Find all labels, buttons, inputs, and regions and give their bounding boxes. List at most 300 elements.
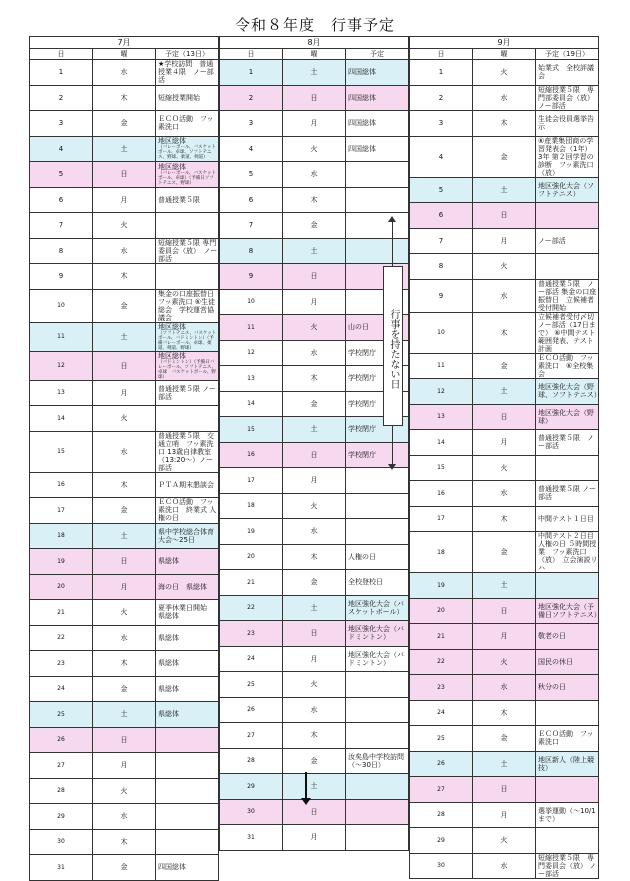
table-row	[30, 651, 219, 677]
event-text: 地区総体	[158, 322, 186, 331]
event-cell	[536, 532, 599, 573]
event-cell	[156, 289, 219, 322]
day-cell: 19	[30, 549, 93, 575]
event-text: 中間テスト１日目	[538, 514, 594, 523]
day-cell: 31	[30, 855, 93, 881]
event-cell	[156, 523, 219, 549]
event-text: 敬老の日	[538, 632, 566, 641]
weekday-cell: 水	[93, 238, 156, 264]
event-cell	[156, 162, 219, 188]
event-text: 県中学校総合体育大会～25日	[158, 527, 214, 544]
weekday-cell: 水	[93, 60, 156, 86]
day-cell: 5	[220, 162, 283, 188]
weekday-cell: 金	[473, 726, 536, 752]
table-row	[30, 625, 219, 651]
table-row	[220, 187, 409, 213]
table-row	[220, 417, 409, 443]
weekday-cell: 土	[283, 238, 346, 264]
event-cell	[536, 60, 599, 86]
weekday-cell: 日	[93, 162, 156, 188]
weekday-header: 曜	[473, 49, 536, 60]
weekday-cell: 土	[93, 702, 156, 728]
event-cell	[156, 431, 219, 472]
event-text: 始業式 全校評議会	[538, 64, 594, 81]
event-text: 地区強化大会（野球）	[538, 408, 594, 425]
table-row	[30, 804, 219, 830]
day-cell: 23	[30, 651, 93, 677]
table-row	[30, 778, 219, 804]
day-cell: 30	[410, 853, 473, 879]
up-arrow-icon	[388, 216, 396, 222]
event-cell	[536, 777, 599, 803]
weekday-cell: 木	[283, 366, 346, 392]
event-text: 普通授業５限 ノー部活	[538, 485, 597, 502]
table-row	[410, 777, 599, 803]
weekday-cell: 月	[283, 825, 346, 851]
table-row	[220, 162, 409, 188]
weekday-cell: 木	[93, 829, 156, 855]
day-cell: 1	[30, 60, 93, 86]
day-header: 日	[220, 49, 283, 60]
event-cell	[536, 455, 599, 481]
table-row	[410, 279, 599, 312]
day-cell: 19	[220, 519, 283, 545]
day-cell: 18	[220, 493, 283, 519]
weekday-cell: 土	[93, 322, 156, 351]
event-cell	[536, 279, 599, 312]
event-text: 中間テスト２日目 人権の日 ５時間授業 フッ素洗口（放） 立会演説リハ	[538, 532, 601, 572]
table-row	[220, 391, 409, 417]
table-row	[220, 723, 409, 749]
day-cell: 26	[220, 697, 283, 723]
table-row	[410, 404, 599, 430]
day-cell: 5	[30, 162, 93, 188]
day-cell: 14	[30, 406, 93, 432]
weekday-cell: 土	[93, 523, 156, 549]
table-row	[220, 672, 409, 698]
event-text: 人権の日	[348, 552, 376, 561]
event-cell	[346, 723, 409, 749]
event-cell	[156, 727, 219, 753]
table-row	[410, 649, 599, 675]
day-cell: 13	[410, 404, 473, 430]
event-text: 地区新人（陸上競技）	[538, 755, 594, 772]
weekday-cell: 木	[473, 700, 536, 726]
weekday-cell: 火	[473, 60, 536, 86]
weekday-cell: 日	[93, 727, 156, 753]
weekday-cell: 火	[473, 254, 536, 280]
table-row	[30, 85, 219, 111]
table-row	[220, 570, 409, 596]
september-table	[409, 36, 599, 879]
day-cell: 4	[30, 136, 93, 162]
day-cell: 27	[410, 777, 473, 803]
weekday-cell: 月	[93, 380, 156, 406]
weekday-cell: 土	[473, 751, 536, 777]
event-cell	[536, 828, 599, 854]
weekday-cell: 金	[283, 570, 346, 596]
event-text: 地区総体	[158, 162, 186, 171]
event-cell	[346, 570, 409, 596]
weekday-cell: 金	[93, 498, 156, 524]
event-cell	[346, 213, 409, 239]
table-row	[410, 726, 599, 752]
event-cell	[536, 853, 599, 879]
event-text: 県総体	[158, 710, 179, 719]
weekday-cell: 金	[93, 676, 156, 702]
weekday-cell: 土	[283, 417, 346, 443]
event-cell	[346, 468, 409, 494]
event-cell	[536, 506, 599, 532]
day-cell: 29	[410, 828, 473, 854]
event-cell	[156, 60, 219, 86]
table-row	[410, 532, 599, 573]
table-row	[30, 523, 219, 549]
day-cell: 13	[220, 366, 283, 392]
event-cell	[156, 855, 219, 881]
day-cell: 28	[410, 802, 473, 828]
event-cell	[536, 481, 599, 507]
weekday-cell: 日	[473, 404, 536, 430]
weekday-cell: 日	[283, 442, 346, 468]
event-cell	[346, 825, 409, 851]
weekday-cell: 金	[473, 532, 536, 573]
table-row	[30, 380, 219, 406]
weekday-cell: 水	[473, 279, 536, 312]
table-row	[220, 646, 409, 672]
day-cell: 22	[30, 625, 93, 651]
table-row	[30, 187, 219, 213]
table-row	[220, 289, 409, 315]
event-cell	[346, 519, 409, 545]
day-cell: 11	[220, 315, 283, 341]
weekday-cell: 日	[283, 85, 346, 111]
day-cell: 23	[410, 675, 473, 701]
event-text: 普通授業５限 ノー部活 集金の口座振替日 立候補者受付開始	[538, 279, 597, 312]
table-row	[220, 340, 409, 366]
day-cell: 7	[30, 213, 93, 239]
event-text: 県総体	[158, 659, 179, 668]
day-cell: 7	[410, 228, 473, 254]
month-september	[409, 36, 599, 879]
weekday-cell: 月	[283, 468, 346, 494]
event-cell	[536, 573, 599, 599]
table-row	[220, 595, 409, 621]
weekday-cell: 火	[473, 455, 536, 481]
weekday-cell: 土	[283, 774, 346, 800]
event-cell	[536, 598, 599, 624]
day-cell: 22	[410, 649, 473, 675]
table-row	[220, 825, 409, 851]
weekday-cell: 水	[93, 431, 156, 472]
weekday-cell: 金	[93, 855, 156, 881]
day-cell: 27	[220, 723, 283, 749]
event-text: 集金の口座振替日 フッ素洗口 ⑥生徒総会 学校運営協議会	[158, 289, 221, 322]
event-text: 地区強化大会（野球、ソフトテニス）	[538, 383, 601, 400]
day-cell: 8	[410, 254, 473, 280]
down-arrow-icon	[388, 464, 396, 470]
plan-header: 予定	[346, 49, 409, 60]
event-text: 山の日	[348, 323, 369, 332]
table-row	[410, 573, 599, 599]
july-table	[29, 36, 219, 881]
table-row	[30, 136, 219, 162]
event-cell	[346, 493, 409, 519]
weekday-header: 曜	[283, 49, 346, 60]
event-cell	[346, 544, 409, 570]
day-cell: 25	[30, 702, 93, 728]
day-cell: 30	[220, 799, 283, 825]
weekday-cell: 土	[283, 60, 346, 86]
event-text: 地区強化大会（ソフトテニス）	[538, 181, 594, 198]
table-row	[410, 60, 599, 86]
event-cell	[156, 778, 219, 804]
table-row	[410, 481, 599, 507]
event-cell	[346, 442, 409, 468]
event-text: 夏季休業日開始 県総体	[158, 604, 214, 621]
day-cell: 29	[220, 774, 283, 800]
table-row	[30, 574, 219, 600]
weekday-cell: 火	[283, 315, 346, 341]
table-row	[30, 600, 219, 626]
day-cell: 15	[410, 455, 473, 481]
table-row	[30, 472, 219, 498]
table-row	[220, 493, 409, 519]
table-row	[410, 312, 599, 353]
day-header: 日	[410, 49, 473, 60]
table-row	[220, 774, 409, 800]
event-text: 地区強化大会（バドミントン）	[348, 650, 404, 667]
weekday-cell: 金	[283, 391, 346, 417]
weekday-cell: 木	[93, 651, 156, 677]
weekday-cell: 月	[93, 187, 156, 213]
day-cell: 15	[30, 431, 93, 472]
event-subtext: （バレーボール、バスケットボール、卓球、ソフトテニス、野球、柔道、剣道）	[158, 145, 216, 161]
weekday-cell: 金	[473, 353, 536, 379]
event-text: 短縮授業５限 専門委員会（放） ノー部活	[538, 853, 597, 878]
event-cell	[346, 162, 409, 188]
table-row	[220, 697, 409, 723]
event-cell	[536, 700, 599, 726]
month-header: 9月	[410, 37, 599, 49]
weekday-cell: 水	[93, 625, 156, 651]
weekday-cell: 土	[473, 379, 536, 405]
table-row	[30, 753, 219, 779]
event-cell	[156, 651, 219, 677]
event-cell	[156, 702, 219, 728]
event-cell	[156, 322, 219, 351]
table-row	[410, 177, 599, 203]
weekday-cell: 木	[283, 544, 346, 570]
visit-arrow-line	[305, 772, 307, 800]
weekday-cell: 日	[283, 799, 346, 825]
table-row	[220, 366, 409, 392]
weekday-cell: 火	[283, 672, 346, 698]
event-cell	[536, 726, 599, 752]
day-cell: 12	[30, 351, 93, 380]
day-cell: 4	[410, 136, 473, 177]
weekday-cell: 火	[93, 213, 156, 239]
event-text: 普通授業５限	[158, 195, 200, 204]
event-text: 地区強化大会（バスケットボール）	[348, 599, 404, 616]
weekday-cell: 土	[93, 136, 156, 162]
table-row	[220, 544, 409, 570]
day-cell: 20	[410, 598, 473, 624]
day-cell: 19	[410, 573, 473, 599]
table-row	[30, 322, 219, 351]
event-text: 普通授業５限 ノー部活	[158, 384, 217, 401]
event-cell	[346, 136, 409, 162]
table-row	[410, 353, 599, 379]
table-row	[30, 238, 219, 264]
table-row	[220, 468, 409, 494]
day-cell: 25	[220, 672, 283, 698]
weekday-cell: 木	[473, 506, 536, 532]
event-cell	[156, 136, 219, 162]
table-row	[30, 829, 219, 855]
event-cell	[536, 751, 599, 777]
plan-header: 予定（19日）	[536, 49, 599, 60]
weekday-cell: 木	[283, 187, 346, 213]
event-cell	[536, 353, 599, 379]
table-row	[220, 111, 409, 137]
event-cell	[346, 672, 409, 698]
table-row	[220, 442, 409, 468]
weekday-cell: 火	[283, 493, 346, 519]
day-cell: 16	[220, 442, 283, 468]
table-row	[30, 676, 219, 702]
event-text: ＥＣＯ活動 フッ素洗口	[538, 730, 594, 747]
table-row	[30, 498, 219, 524]
weekday-cell: 日	[473, 203, 536, 229]
event-text: 普通授業５限 ノー部活	[538, 434, 594, 451]
day-cell: 9	[30, 264, 93, 290]
day-cell: 14	[220, 391, 283, 417]
month-august	[219, 36, 409, 851]
day-cell: 16	[410, 481, 473, 507]
event-text: ノー部活	[538, 236, 566, 245]
event-text: 地区総体	[158, 351, 186, 360]
day-cell: 10	[220, 289, 283, 315]
weekday-cell: 月	[283, 646, 346, 672]
event-cell	[346, 697, 409, 723]
event-cell	[156, 264, 219, 290]
table-row	[30, 264, 219, 290]
weekday-cell: 月	[283, 289, 346, 315]
day-cell: 26	[30, 727, 93, 753]
weekday-cell: 土	[473, 177, 536, 203]
event-text: ＥＣＯ活動 フッ素洗口 ⑥全校集会	[538, 353, 594, 378]
event-cell	[536, 379, 599, 405]
event-text: 学校閉庁	[348, 450, 376, 459]
day-cell: 28	[30, 778, 93, 804]
event-cell	[156, 351, 219, 380]
weekday-cell: 日	[93, 351, 156, 380]
day-cell: 5	[410, 177, 473, 203]
table-row	[220, 238, 409, 264]
day-cell: 3	[30, 111, 93, 137]
event-text: 四国総体	[348, 93, 376, 102]
day-cell: 22	[220, 595, 283, 621]
weekday-cell: 水	[473, 85, 536, 111]
weekday-cell: 金	[93, 111, 156, 137]
day-cell: 20	[30, 574, 93, 600]
day-cell: 6	[220, 187, 283, 213]
weekday-cell: 火	[473, 649, 536, 675]
event-cell	[536, 802, 599, 828]
event-cell	[156, 676, 219, 702]
table-row	[410, 700, 599, 726]
event-cell	[156, 498, 219, 524]
event-cell	[156, 753, 219, 779]
event-subtext: （バドミントン）（予備日バレーボール、ソフトテニス、卓球 バスケットボール、野球）	[158, 359, 217, 380]
event-cell	[346, 748, 409, 774]
event-text: 学校閉庁	[348, 425, 376, 434]
day-cell: 11	[30, 322, 93, 351]
event-text: 県総体	[158, 633, 179, 642]
event-text: 四国総体	[348, 68, 376, 77]
event-cell	[156, 213, 219, 239]
weekday-cell: 日	[473, 777, 536, 803]
table-row	[220, 136, 409, 162]
table-row	[30, 406, 219, 432]
day-cell: 2	[30, 85, 93, 111]
table-row	[30, 549, 219, 575]
day-cell: 17	[220, 468, 283, 494]
table-row	[220, 748, 409, 774]
event-cell	[346, 774, 409, 800]
event-cell	[536, 177, 599, 203]
event-cell	[156, 472, 219, 498]
day-cell: 25	[410, 726, 473, 752]
weekday-cell: 火	[473, 828, 536, 854]
weekday-cell: 木	[473, 111, 536, 137]
event-text: 四国総体	[348, 144, 376, 153]
event-cell	[536, 430, 599, 456]
event-text: ＥＣＯ活動 フッ素洗口 終業式 人権の日	[158, 498, 217, 523]
page-title: 令和８年度 行事予定	[234, 16, 395, 34]
event-text: 学校閉庁	[348, 374, 376, 383]
weekday-cell: 日	[93, 549, 156, 575]
table-row	[220, 264, 409, 290]
event-cell	[156, 574, 219, 600]
day-cell: 26	[410, 751, 473, 777]
table-row	[410, 379, 599, 405]
table-row	[220, 85, 409, 111]
event-text: 地区総体	[158, 137, 186, 146]
table-row	[410, 254, 599, 280]
weekday-cell: 日	[473, 598, 536, 624]
weekday-cell: 水	[283, 340, 346, 366]
weekday-cell: 火	[93, 406, 156, 432]
weekday-cell: 火	[93, 600, 156, 626]
table-row	[30, 855, 219, 881]
event-text: 短縮授業５限 専門部委員会（放） ノー部活	[538, 85, 594, 110]
day-cell: 12	[220, 340, 283, 366]
table-row	[410, 85, 599, 111]
day-cell: 29	[30, 804, 93, 830]
table-row	[410, 111, 599, 137]
event-text: 国民の休日	[538, 657, 573, 666]
table-row	[30, 213, 219, 239]
day-cell: 8	[30, 238, 93, 264]
band-line-top	[392, 222, 393, 266]
event-text: 四国総体	[158, 863, 186, 872]
event-text: 選挙運動（～10/1まで）	[538, 806, 596, 823]
month-header: 7月	[30, 37, 219, 49]
band-line-bottom	[392, 426, 393, 464]
weekday-cell: 金	[93, 289, 156, 322]
